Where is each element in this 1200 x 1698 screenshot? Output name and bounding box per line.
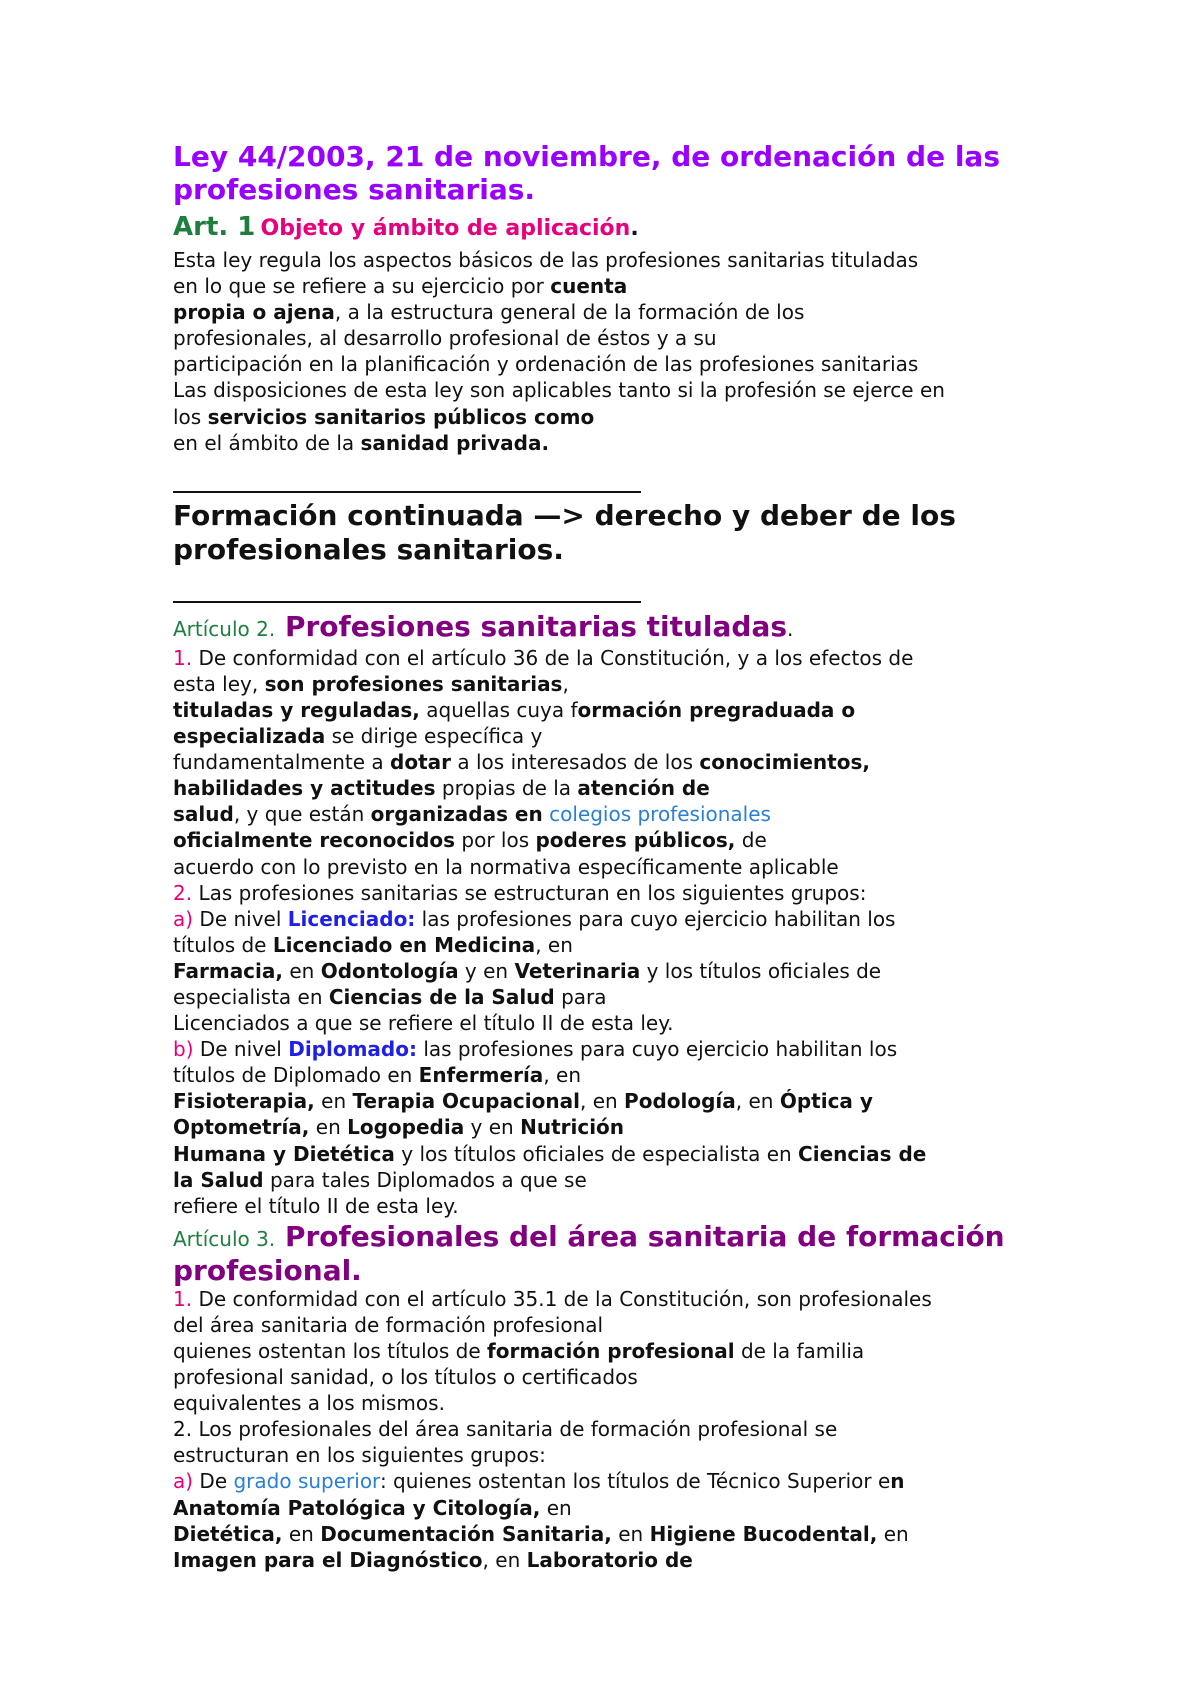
art1-line — [173, 430, 1073, 456]
bold-run: atención de — [577, 776, 710, 801]
divider-line-top — [173, 491, 641, 493]
item-number: 1. — [173, 1286, 193, 1311]
bold-run: Fisioterapia, — [173, 1089, 315, 1114]
art1-line: profesionales, al desarrollo profesional de éstos y a su — [173, 326, 717, 351]
bold-run: Odontología — [320, 958, 459, 983]
text-run: en — [877, 1521, 909, 1546]
art3-line — [173, 1416, 1073, 1442]
item-number: 1. — [173, 645, 193, 670]
text-run: se dirige específica y — [325, 724, 543, 749]
art1-label: Art. 1 — [173, 212, 256, 242]
bold-run: propia o ajena — [173, 300, 335, 325]
art2-line — [173, 723, 1073, 749]
text-run: en — [282, 1521, 321, 1546]
art2-line — [173, 906, 1073, 932]
art2-line — [173, 880, 1073, 906]
bold-run: Dietética, — [173, 1521, 283, 1546]
art2-line — [173, 671, 1073, 697]
bold-run: servicios sanitarios públicos como — [207, 404, 595, 429]
text-run: y los títulos oficiales de — [640, 958, 882, 983]
art2-title-dot: . — [787, 616, 794, 641]
text-run: aquellas cuya f — [419, 697, 578, 722]
text-run: , y que están — [233, 802, 371, 827]
text-run: , en — [579, 1089, 625, 1114]
text-run: y en — [458, 958, 515, 983]
art2-line — [173, 697, 1073, 723]
art2-title: Profesiones sanitarias tituladas — [284, 609, 788, 643]
diplomado-term: Diplomado: — [288, 1037, 417, 1062]
bold-run: ormación pregraduada o — [577, 697, 856, 722]
text-run: De conformidad con el artículo 36 de la Constitución, y a los efectos de — [192, 645, 914, 670]
bold-run: sanidad privada. — [360, 430, 550, 455]
art1-line: participación en la planificación y ordenación de las profesiones sanitarias — [173, 352, 919, 377]
text-run: De nivel — [193, 1037, 289, 1062]
text-run: en lo que se refiere a su ejercicio por — [173, 274, 551, 299]
bold-run: son profesiones sanitarias — [264, 671, 563, 696]
art2-line — [173, 801, 1073, 827]
text-run: y en — [464, 1115, 521, 1140]
text-run: Los profesionales del área sanitaria de formación profesional se — [192, 1417, 838, 1442]
item-number: 2. — [173, 1417, 193, 1442]
text-run: De nivel — [193, 906, 288, 931]
item-letter: a) — [173, 906, 194, 931]
bold-run: la Salud — [173, 1167, 264, 1192]
art2-line — [173, 749, 1073, 775]
art3-title-line-1: Profesionales del área sanitaria de formación — [284, 1219, 1005, 1253]
text-run: en — [309, 1115, 348, 1140]
art2-line — [173, 1167, 1073, 1193]
bold-run: formación profesional — [487, 1339, 735, 1363]
bold-run: Logopedia — [347, 1115, 465, 1140]
art2-line — [173, 1114, 1073, 1140]
art2-line: Licenciados a que se refiere el título II de esta ley. — [173, 1011, 674, 1036]
text-run: en el ámbito de la — [173, 430, 361, 455]
bold-run: Licenciado en Medicina — [272, 932, 536, 957]
art1-title-dot: . — [630, 216, 639, 241]
bold-run: Higiene Bucodental, — [649, 1521, 878, 1546]
art2-line — [173, 1088, 1073, 1114]
bold-run: Humana y Dietética — [173, 1141, 395, 1166]
divider-line-bottom — [173, 601, 641, 603]
text-run: quienes ostentan los títulos de — [173, 1339, 488, 1363]
text-run: en — [283, 958, 321, 983]
bold-run: Anatomía Patológica y Citología, — [173, 1495, 541, 1520]
bold-run: Ciencias de la Salud — [328, 984, 555, 1009]
art3-line — [173, 1338, 1073, 1364]
bold-run: habilidades y actitudes — [173, 776, 436, 801]
art1-line: Esta ley regula los aspectos básicos de las profesiones sanitarias tituladas — [173, 248, 919, 272]
bold-run: Podología — [624, 1089, 736, 1114]
text-run: títulos de Diplomado en — [173, 1063, 419, 1088]
licenciado-term: Licenciado: — [287, 906, 416, 931]
document-body — [173, 140, 1073, 1573]
art3-line — [173, 1286, 1073, 1312]
formacion-line-2: profesionales sanitarios. — [173, 532, 564, 566]
grado-superior-term: grado superior — [233, 1469, 380, 1494]
text-run: en — [314, 1089, 353, 1114]
art3-line — [173, 1547, 1073, 1573]
bold-run: organizadas en — [370, 802, 543, 827]
text-run: , a la estructura general de la formación de los — [334, 300, 805, 325]
text-run: Las profesiones sanitarias se estructuran en los siguientes grupos: — [192, 880, 867, 905]
text-run: por los — [455, 828, 536, 853]
bold-run: Terapia Ocupacional — [352, 1089, 580, 1114]
colegios-profesionales-link[interactable]: colegios profesionales — [549, 802, 771, 827]
art3-heading-line-1 — [173, 1221, 1073, 1255]
text-run: De conformidad con el artículo 35.1 de la Constitución, son profesionales — [192, 1286, 932, 1311]
bold-run: tituladas y reguladas, — [173, 697, 420, 722]
text-run: fundamentalmente a — [173, 750, 391, 775]
text-run: esta ley, — [173, 671, 265, 696]
text-run: las profesiones para cuyo ejercicio habilitan los — [416, 1037, 898, 1062]
art1-title: Objeto y ámbito de aplicación — [260, 216, 631, 241]
art2-line: acuerdo con lo previsto en la normativa específicamente aplicable — [173, 854, 839, 879]
art2-line — [173, 984, 1073, 1010]
art3-title-line-2: profesional. — [173, 1253, 362, 1287]
art3-line: del área sanitaria de formación profesional — [173, 1312, 604, 1337]
formacion-line-1: Formación continuada —> derecho y deber de los — [173, 498, 956, 532]
art3-body — [173, 1286, 1073, 1573]
art2-body — [173, 645, 1073, 1219]
text-run: en — [540, 1495, 572, 1520]
art2-line — [173, 1141, 1073, 1167]
art2-line — [173, 827, 1073, 853]
art2-line — [173, 1062, 1073, 1088]
text-run: para tales Diplomados a que se — [263, 1167, 587, 1192]
art1-line — [173, 299, 1073, 325]
law-title-line-1: Ley 44/2003, 21 de noviembre, de ordenación de las — [173, 140, 1000, 173]
text-run: especialista en — [173, 984, 329, 1009]
art2-line: refiere el título II de esta ley. — [173, 1193, 459, 1218]
text-run: , en — [535, 932, 573, 957]
text-run: De — [193, 1469, 234, 1494]
bold-run: cuenta — [550, 274, 628, 299]
art1-line: Las disposiciones de esta ley son aplicables tanto si la profesión se ejerce en — [173, 378, 945, 403]
bold-run: Documentación Sanitaria, — [320, 1521, 612, 1546]
bold-run: Enfermería — [418, 1063, 544, 1088]
text-run: las profesiones para cuyo ejercicio habilitan los — [415, 906, 896, 931]
art3-line — [173, 1495, 1073, 1521]
art2-line — [173, 775, 1073, 801]
text-run: , — [562, 671, 569, 696]
item-number: 2. — [173, 880, 193, 905]
bold-run: oficialmente reconocidos — [173, 828, 456, 853]
bold-run: especializada — [173, 724, 326, 749]
law-title-line-2: profesiones sanitarias. — [173, 173, 536, 206]
art2-line — [173, 1036, 1073, 1062]
item-letter: b) — [173, 1037, 194, 1062]
text-run: , en — [543, 1063, 582, 1088]
bold-run: conocimientos, — [699, 750, 870, 775]
text-run: en — [611, 1521, 650, 1546]
art1-line — [173, 404, 1073, 430]
art2-heading — [173, 611, 1073, 645]
bold-run: Laboratorio de — [526, 1547, 693, 1572]
art1-line — [173, 273, 1073, 299]
text-run: , en — [482, 1547, 527, 1572]
bold-run: Imagen para el Diagnóstico — [173, 1547, 483, 1572]
text-run: títulos de — [173, 932, 273, 957]
bold-run: dotar — [390, 750, 452, 775]
bold-run: Veterinaria — [514, 958, 641, 983]
text-run: de — [735, 828, 767, 853]
art1-body — [173, 247, 1073, 456]
bold-run: poderes públicos, — [535, 828, 736, 853]
bold-run: Ciencias de — [798, 1141, 927, 1166]
bold-run: Farmacia, — [173, 958, 283, 983]
art3-line — [173, 1521, 1073, 1547]
text-run: a los interesados de los — [451, 750, 700, 775]
art2-label: Artículo 2. — [173, 616, 276, 641]
art2-line — [173, 958, 1073, 984]
formacion-continuada-heading — [173, 499, 1073, 567]
bold-run: Optometría, — [173, 1115, 310, 1140]
law-title — [173, 140, 1073, 206]
text-run: y los títulos oficiales de especialista en — [394, 1141, 799, 1166]
art3-heading — [173, 1221, 1073, 1286]
art2-line — [173, 932, 1073, 958]
art3-line: estructuran en los siguientes grupos: — [173, 1443, 546, 1468]
text-run: , en — [735, 1089, 780, 1114]
text-run: los — [173, 404, 208, 429]
art3-line: profesional sanidad, o los títulos o certificados — [173, 1365, 638, 1390]
item-letter: a) — [173, 1469, 194, 1494]
art3-line — [173, 1468, 1073, 1494]
text-run: propias de la — [435, 776, 578, 801]
art2-line — [173, 645, 1073, 671]
text-run: para — [554, 984, 607, 1009]
bold-run: n — [890, 1469, 905, 1494]
art3-line: equivalentes a los mismos. — [173, 1391, 445, 1416]
art1-heading — [173, 210, 1073, 247]
bold-run: salud — [173, 802, 234, 827]
bold-run: Nutrición — [520, 1115, 625, 1140]
bold-run: Óptica y — [779, 1089, 873, 1114]
text-run: : quienes ostentan los títulos de Técnico Superior e — [379, 1469, 891, 1494]
art3-label: Artículo 3. — [173, 1226, 276, 1251]
text-run: de la familia — [734, 1339, 865, 1363]
